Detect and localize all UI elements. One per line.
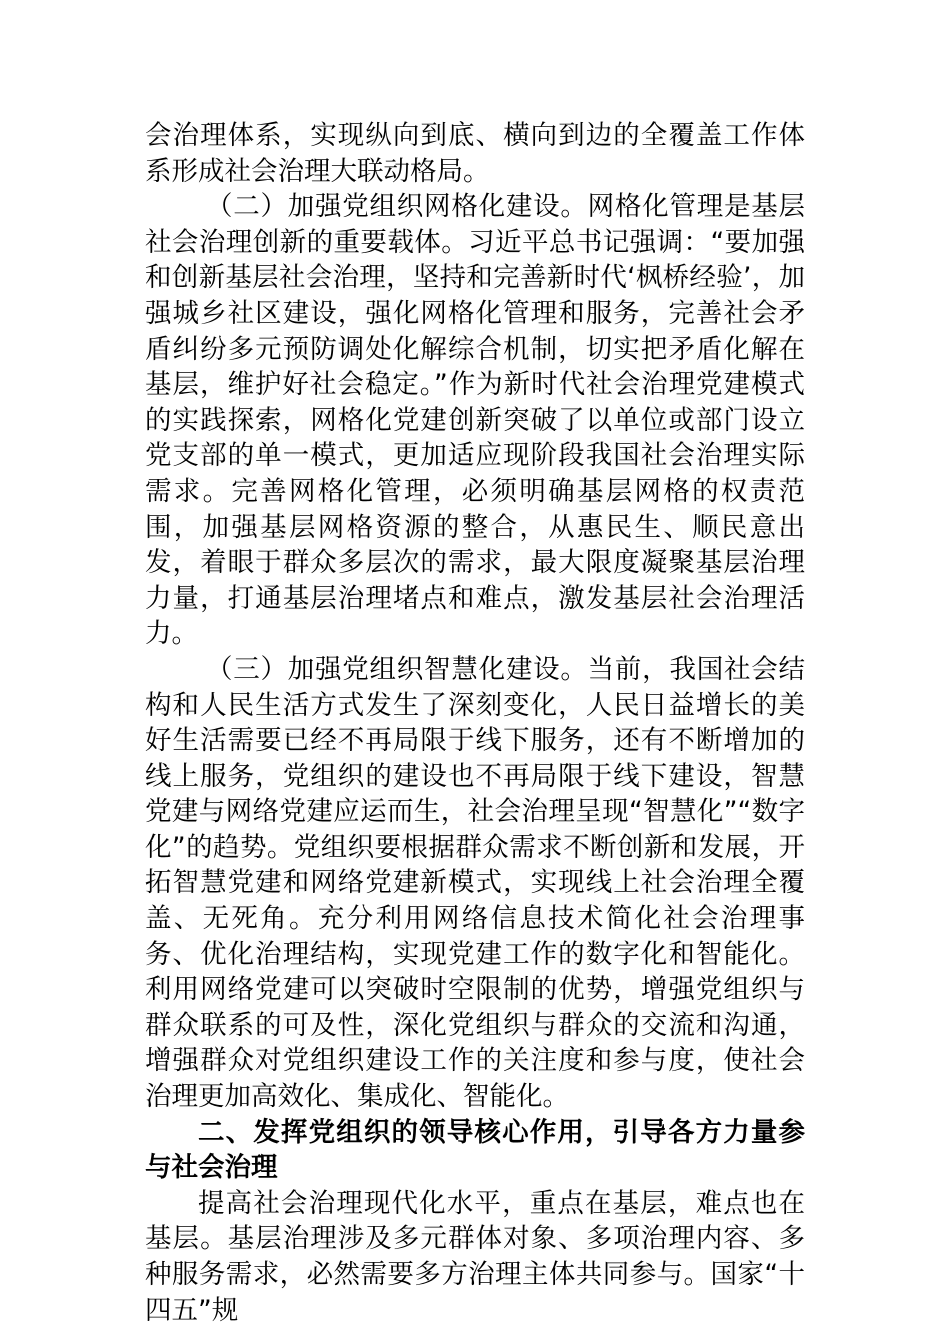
paragraph-continuation: 会治理体系，实现纵向到底、横向到边的全覆盖工作体系形成社会治理大联动格局。 xyxy=(145,120,805,187)
section-heading: 二、发挥党组织的领导核心作用，引导各方力量参与社会治理 xyxy=(145,1116,805,1184)
paragraph-smart-building: （三）加强党组织智慧化建设。当前，我国社会结构和人民生活方式发生了深刻变化，人民日益增长的美好生活需要已经不再局限于线下服务，还有不断增加的线上服务，党组织的建设也不再局限于线下建设，智慧党建与网络党建应运而生，社会治理呈现“智慧化”“数字化”的趋势。党组织要根据群众需求不断创新和发展，开拓智慧党建和网络党建新模式，实现线上社会治理全覆盖、无死角。充分利用网络信息技术简化社会治理事务、优化治理结构，实现党建工作的数字化和智能化。利用网络党建可以突破时空限制的优势，增强党组织与群众联系的可及性，深化党组织与群众的交流和沟通，增强群众对党组织建设工作的关注度和参与度，使社会治理更加高效化、集成化、智能化。 xyxy=(145,653,805,1113)
paragraph-closing: 提高社会治理现代化水平，重点在基层，难点也在基层。基层治理涉及多元群体对象、多项治理内容、多种服务需求，必然需要多方治理主体共同参与。国家“十四五”规 xyxy=(145,1187,805,1326)
document-page xyxy=(145,118,805,1328)
paragraph-grid-building: （二）加强党组织网格化建设。网格化管理是基层社会治理创新的重要载体。习近平总书记强调：“要加强和创新基层社会治理，坚持和完善新时代‘枫桥经验’，加强城乡社区建设，强化网格化管理和服务，完善社会矛盾纠纷多元预防调处化解综合机制，切实把矛盾化解在基层，维护好社会稳定。”作为新时代社会治理党建模式的实践探索，网格化党建创新突破了以单位或部门设立党支部的单一模式，更加适应现阶段我国社会治理实际需求。完善网格化管理，必须明确基层网格的权责范围，加强基层网格资源的整合，从惠民生、顺民意出发，着眼于群众多层次的需求，最大限度凝聚基层治理力量，打通基层治理堵点和难点，激发基层社会治理活力。 xyxy=(145,191,805,650)
